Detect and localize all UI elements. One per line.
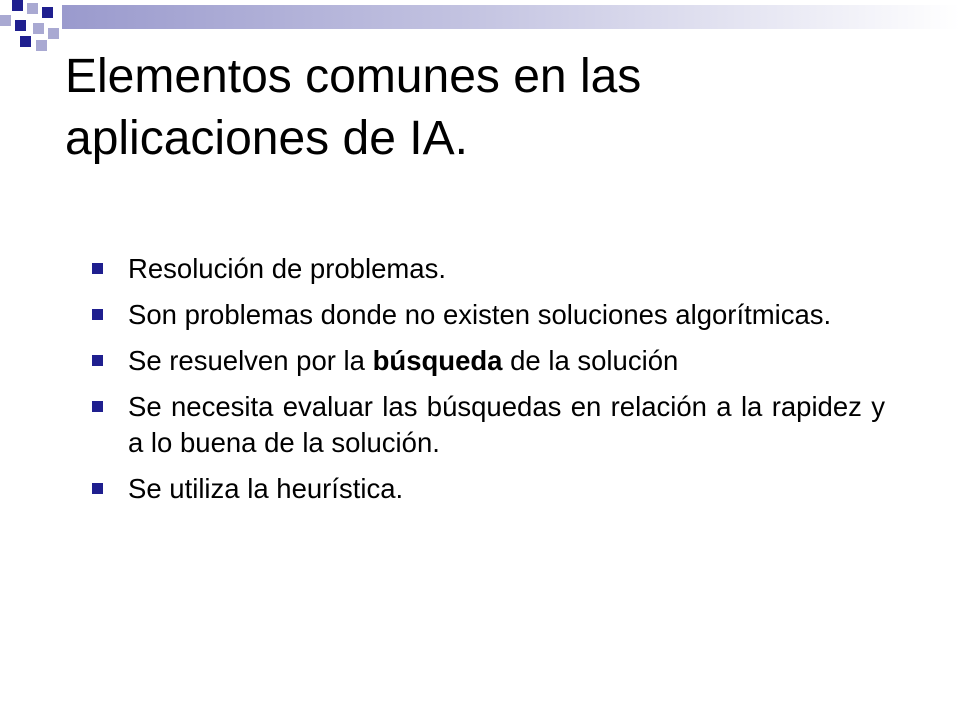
corner-square-icon	[0, 15, 11, 26]
bullet-text	[128, 345, 678, 376]
bullet-text-after: de la solución	[502, 345, 679, 376]
corner-square-icon	[27, 3, 38, 14]
bullet-list	[92, 251, 885, 517]
corner-square-icon	[15, 20, 26, 31]
bullet-item	[92, 471, 885, 507]
bullet-item	[92, 343, 885, 379]
bullet-text-before: Se resuelven por la	[128, 345, 373, 376]
corner-square-icon	[48, 28, 59, 39]
bullet-text: Se necesita evaluar las búsquedas en relación a la rapidez y a lo buena de la solución.	[128, 391, 885, 458]
corner-square-icon	[20, 36, 31, 47]
slide-title-line-2: aplicaciones de IA.	[65, 112, 468, 165]
square-bullet-icon	[92, 401, 103, 412]
corner-square-icon	[33, 23, 44, 34]
bullet-text: Son problemas donde no existen soluciones algorítmicas.	[128, 299, 832, 330]
corner-square-icon	[36, 40, 47, 51]
corner-square-icon	[42, 7, 53, 18]
slide-title-line-1: Elementos comunes en las	[65, 50, 642, 103]
bullet-text: Resolución de problemas.	[128, 253, 446, 284]
bullet-text: Se utiliza la heurística.	[128, 473, 404, 504]
bullet-item	[92, 297, 885, 333]
bullet-text-bold: búsqueda	[372, 345, 503, 376]
square-bullet-icon	[92, 355, 103, 366]
square-bullet-icon	[92, 483, 103, 494]
bullet-item	[92, 389, 885, 461]
square-bullet-icon	[92, 263, 103, 274]
square-bullet-icon	[92, 309, 103, 320]
slide-title	[65, 46, 925, 170]
corner-square-icon	[12, 0, 23, 11]
header-gradient-bar	[62, 5, 960, 29]
bullet-item	[92, 251, 885, 287]
